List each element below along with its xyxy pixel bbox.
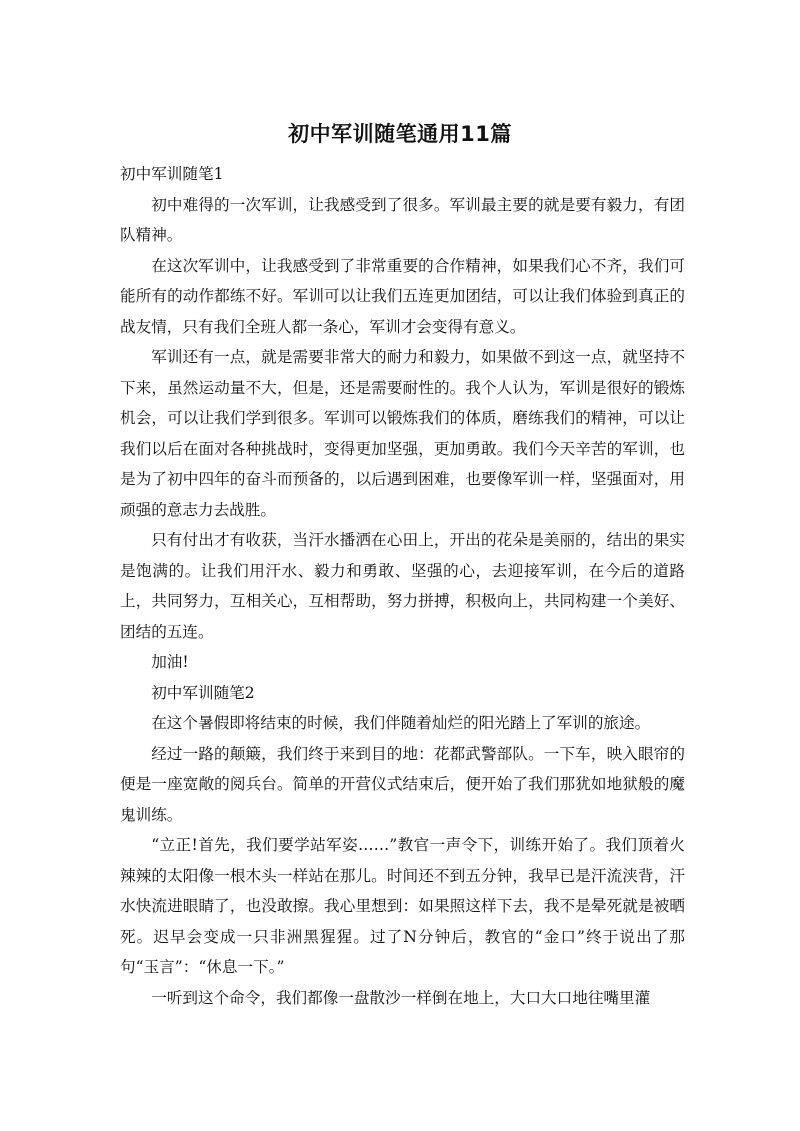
paragraph: 军训还有一点，就是需要非常大的耐力和毅力，如果做不到这一点，就坚持不下来，虽然运动量不大，但是，还是需要耐性的。我个人认为，军训是很好的锻炼机会，可以让我们学到很多。军训可以锻炼我们的体质，磨练我们的精神，可以让我们以后在面对各种挑战时，变得更加坚强，更加勇敢。我们今天辛苦的军训，也是为了初中四年的奋斗而预备的，以后遇到困难，也要像军训一样，坚强面对，用顽强的意志力去战胜。 <box>120 348 685 519</box>
section-heading-2: 初中军训随笔2 <box>151 683 255 702</box>
paragraph: 初中难得的一次军训，让我感受到了很多。军训最主要的就是要有毅力，有团队精神。 <box>120 195 685 244</box>
document-body <box>120 159 685 1013</box>
paragraph: 经过一路的颠簸，我们终于来到目的地：花都武警部队。一下车，映入眼帘的便是一座宽敞的阅兵台。简单的开营仪式结束后，便开始了我们那犹如地狱般的魔鬼训练。 <box>120 744 685 824</box>
paragraph: 一听到这个命令，我们都像一盘散沙一样倒在地上，大口大口地往嘴里灌 <box>151 988 651 1007</box>
section-heading-1: 初中军训随笔1 <box>120 165 224 183</box>
paragraph: “立正!首先，我们要学站军姿……”教官一声令下，训练开始了。我们顶着火辣辣的太阳像一根木头一样站在那儿。时间还不到五分钟，我早已是汗流浃背，汗水快流进眼睛了，也没敢擦。我心里想到：如果照这样下去，我不是晕死就是被晒死。迟早会变成一只非洲黑猩猩。过了N分钟后，教官的“金口”终于说出了那句“玉言”：“休息一下。” <box>120 836 685 976</box>
paragraph: 在这次军训中，让我感受到了非常重要的合作精神，如果我们心不齐，我们可能所有的动作都练不好。军训可以让我们五连更加团结，可以让我们体验到真正的战友情，只有我们全班人都一条心，军训才会变得有意义。 <box>120 256 685 336</box>
document-title: 初中军训随笔通用11篇 <box>288 122 512 146</box>
paragraph: 在这个暑假即将结束的时候，我们伴随着灿烂的阳光踏上了军训的旅途。 <box>151 714 651 732</box>
paragraph: 加油! <box>151 653 189 671</box>
paragraph: 只有付出才有收获，当汗水播洒在心田上，开出的花朵是美丽的，结出的果实是饱满的。让我们用汗水、毅力和勇敢、坚强的心，去迎接军训，在今后的道路上，共同努力，互相关心，互相帮助，努力拼搏，积极向上，共同构建一个美好、团结的五连。 <box>120 531 685 641</box>
